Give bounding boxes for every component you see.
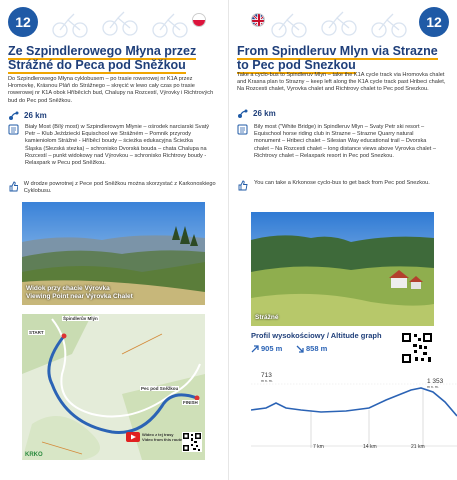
- video-label-en: Video from this route: [142, 437, 183, 442]
- page-number-badge: 12: [8, 7, 38, 37]
- youtube-play-icon: [126, 432, 140, 442]
- descent-value: 858 m: [306, 344, 328, 353]
- distance-value: 26 km: [253, 109, 276, 118]
- map-start-label: START: [29, 330, 44, 335]
- start-elevation-value: 713: [261, 372, 272, 379]
- bus-note-text: You can take a Krkonose cyclo-bus to get back from Pec pod Snezkou.: [254, 180, 430, 186]
- route-description: [8, 124, 220, 167]
- route-points-text: Bily most ("White Bridge) in Spindleruv Mlyn – Svaty Petr ski resort – Equischool horse riding club in Strazne – Strazne Quarry natural monument – Hribeci chalet – Silesian Way educational trail – Dvorska chalet – Na Rozcesti chalet – long distance views above Vyrovka chalet – Richtrovy chalet – Relaxpark resort in Pec pod Snezkou.: [254, 124, 436, 159]
- peak-elevation-value: 1 353: [427, 378, 444, 385]
- bus-note-text: W drodze powrotnej z Pece pod Sněžkou można skorzystać z Karkonoskiego Cyklobusu.: [23, 181, 216, 195]
- altitude-graph-title: Profil wysokościowy / Altitude graph: [251, 331, 382, 340]
- bus-note: [237, 180, 449, 191]
- route-title: From Spindleruv Mlyn via Strazne to Pec pod Snezkou: [237, 44, 438, 72]
- ascent-value: 905 m: [261, 344, 283, 353]
- uk-flag-icon: [251, 13, 265, 27]
- left-page: [0, 0, 228, 480]
- altitude-profile: [251, 370, 457, 460]
- video-link[interactable]: [126, 432, 182, 442]
- route-intro: Take a cyclo-bus to Spindleruv Mlyn – take the K1A cycle track via Hromovka chalet and Krasna plan to Strazny – keep left along the K1A cycle track past Hribeci chalet, Na Rozcesti chalet, Vyrovka chalet and Richtrovy chalet to Pec pod Snezkou.: [237, 72, 446, 93]
- right-page: [229, 0, 457, 480]
- photo-caption-en: Viewing Point near Výrovka Chalet: [26, 293, 133, 300]
- photo-caption: Strážné: [255, 314, 279, 321]
- km-mark-7: 7 km: [313, 444, 324, 450]
- km-mark-14: 14 km: [363, 444, 377, 450]
- route-title: Ze Szpindlerowego Młyna przez Strážné do Peca pod Sněžkou: [8, 44, 197, 72]
- distance-value: 26 km: [24, 111, 47, 120]
- start-elevation: [261, 372, 273, 383]
- peak-elevation-unit: m n. m.: [427, 385, 439, 389]
- header-band: [0, 0, 228, 40]
- qr-code-icon[interactable]: [401, 332, 433, 364]
- vyrovka-viewpoint-photo: [22, 202, 205, 305]
- svg-text:KRKO: KRKO: [25, 452, 43, 458]
- map-finish-label: FINISH: [183, 400, 198, 405]
- video-label-pl: Wideo z tej trasy: [142, 432, 174, 437]
- poland-flag-icon: [192, 13, 206, 27]
- strazne-photo: [251, 212, 434, 326]
- distance-row: [237, 108, 276, 119]
- header-band: [229, 0, 457, 40]
- route-points-text: Biały Most (Bílý most) w Szpindlerowym Młynie – ośrodek narciarski Svatý Petr – Klub Jeździecki Equischool we Strážném – Pomnik przyrody kamieniołom Strážné - Hříběcí boudy – ścieżka edukacyjna Ścieżka Śląska (Slezská stezka) – schronisko Dvorská bouda – chata Chalupa na Rozcestí – punkt widokowy nad Výrovkou – schronisko Richtrovy boudy - Relaxpark w Pecu pod Sněžkou.: [25, 124, 210, 167]
- thumbs-up-icon: [8, 181, 18, 192]
- distance-row: [8, 110, 47, 121]
- photo-caption-pl: Widok przy chacie Výrovka: [26, 285, 110, 292]
- thumbs-up-icon: [237, 180, 248, 191]
- arrow-down-icon: [296, 345, 304, 353]
- meadow-chalet-image: [251, 212, 434, 326]
- route-map[interactable]: [22, 314, 205, 460]
- route-intro: Do Szpindlerowego Młyna cyklobusem – po trasie rowerowej nr K1A przez Hromovkę, Krásnou Pláň do Strážnego – skręcić w lewo cały czas po trasie rowerowej nr K1A obok Hříběcích bud, Chalupy na Rozcestí, Výrovky i Richtrových bud do Pec pod Sněžkou.: [8, 76, 214, 104]
- photo-caption: [26, 285, 133, 301]
- route-distance-icon: [8, 110, 19, 121]
- peak-elevation: [427, 378, 443, 389]
- route-points-icon: [237, 124, 248, 135]
- qr-code-icon[interactable]: [182, 432, 202, 452]
- bus-note: [8, 181, 220, 195]
- map-town-pec-pod-snezkou: Pec pod Sněžkou: [141, 386, 179, 391]
- route-points-icon: [8, 124, 19, 135]
- map-town-spindleruv-mlyn: Špindlerův Mlýn: [63, 316, 98, 321]
- descent: [296, 344, 327, 353]
- route-description: [237, 124, 449, 160]
- arrow-up-icon: [251, 345, 259, 353]
- route-distance-icon: [237, 108, 248, 119]
- publisher-logo-icon: [25, 448, 43, 458]
- start-elevation-unit: m n. m.: [261, 379, 273, 383]
- km-mark-21: 21 km: [411, 444, 425, 450]
- ascent: [251, 344, 282, 353]
- page-number-badge: 12: [419, 7, 449, 37]
